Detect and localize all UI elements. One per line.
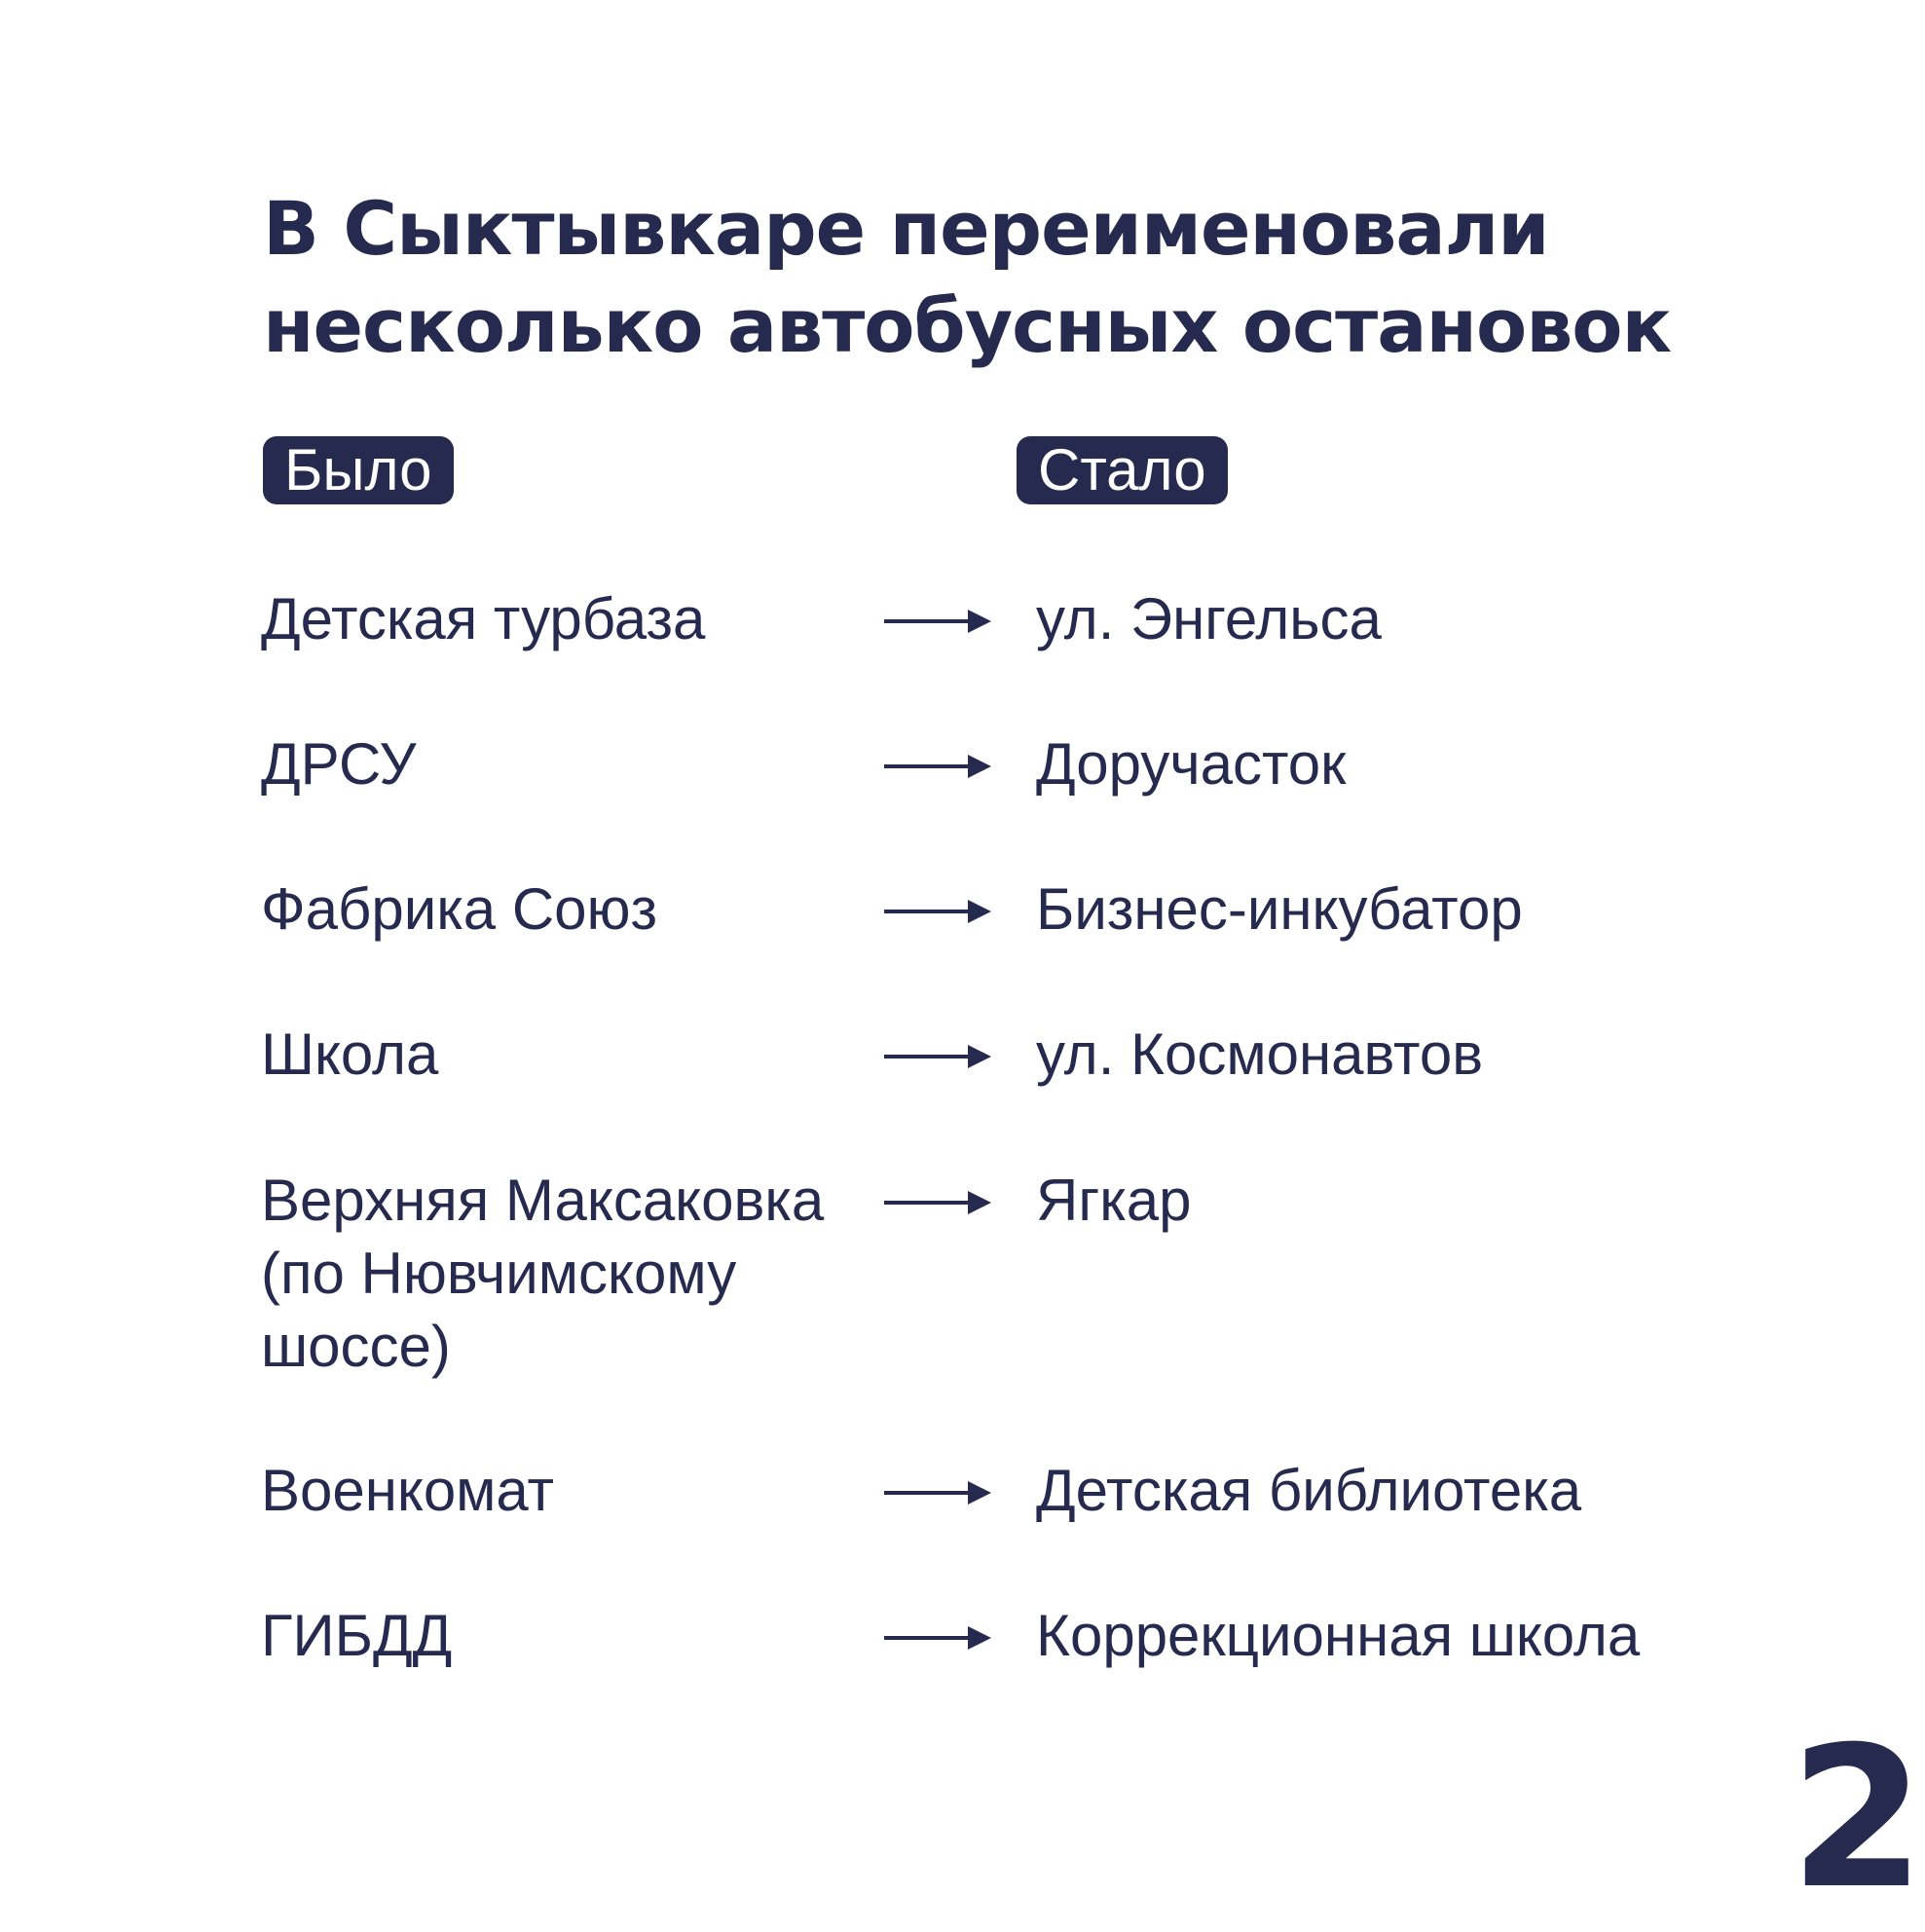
arrow-right-icon: [884, 897, 993, 926]
old-stop-name: ДРСУ: [261, 731, 417, 797]
old-stop-name: ГИБДД: [261, 1603, 453, 1668]
arrow-right-icon: [884, 1042, 993, 1071]
arrow-right-icon: [884, 752, 993, 781]
arrow-right-icon: [884, 1188, 993, 1217]
old-stop-name: Фабрика Союз: [261, 876, 658, 942]
new-stop-name: Бизнес-инкубатор: [1036, 876, 1523, 942]
old-stop-name: Школа: [261, 1022, 439, 1087]
title-line-2: несколько автобусных остановок: [263, 282, 1672, 369]
old-stop-name: Детская турбаза: [261, 586, 706, 651]
page-number: 2: [1790, 1705, 1925, 1932]
new-stop-name: Коррекционная школа: [1036, 1603, 1641, 1668]
arrow-right-icon: [884, 607, 993, 636]
new-stop-name: Доручасток: [1036, 731, 1347, 797]
new-stop-name: ул. Энгельса: [1036, 586, 1382, 651]
column-label-after: Стало: [1017, 436, 1228, 504]
new-stop-name: Детская библиотека: [1036, 1458, 1582, 1523]
title-line-1: В Сыктывкаре переименовали: [263, 185, 1549, 272]
column-label-before: Было: [263, 436, 454, 504]
arrow-right-icon: [884, 1478, 993, 1507]
old-stop-name: Военкомат: [261, 1458, 554, 1523]
new-stop-name: ул. Космонавтов: [1036, 1022, 1484, 1087]
old-stop-name: Верхняя Максаковка (по Нювчимскому шоссе): [261, 1168, 825, 1379]
arrow-right-icon: [884, 1623, 993, 1653]
new-stop-name: Ягкар: [1036, 1168, 1192, 1233]
page-title: [263, 180, 1723, 375]
